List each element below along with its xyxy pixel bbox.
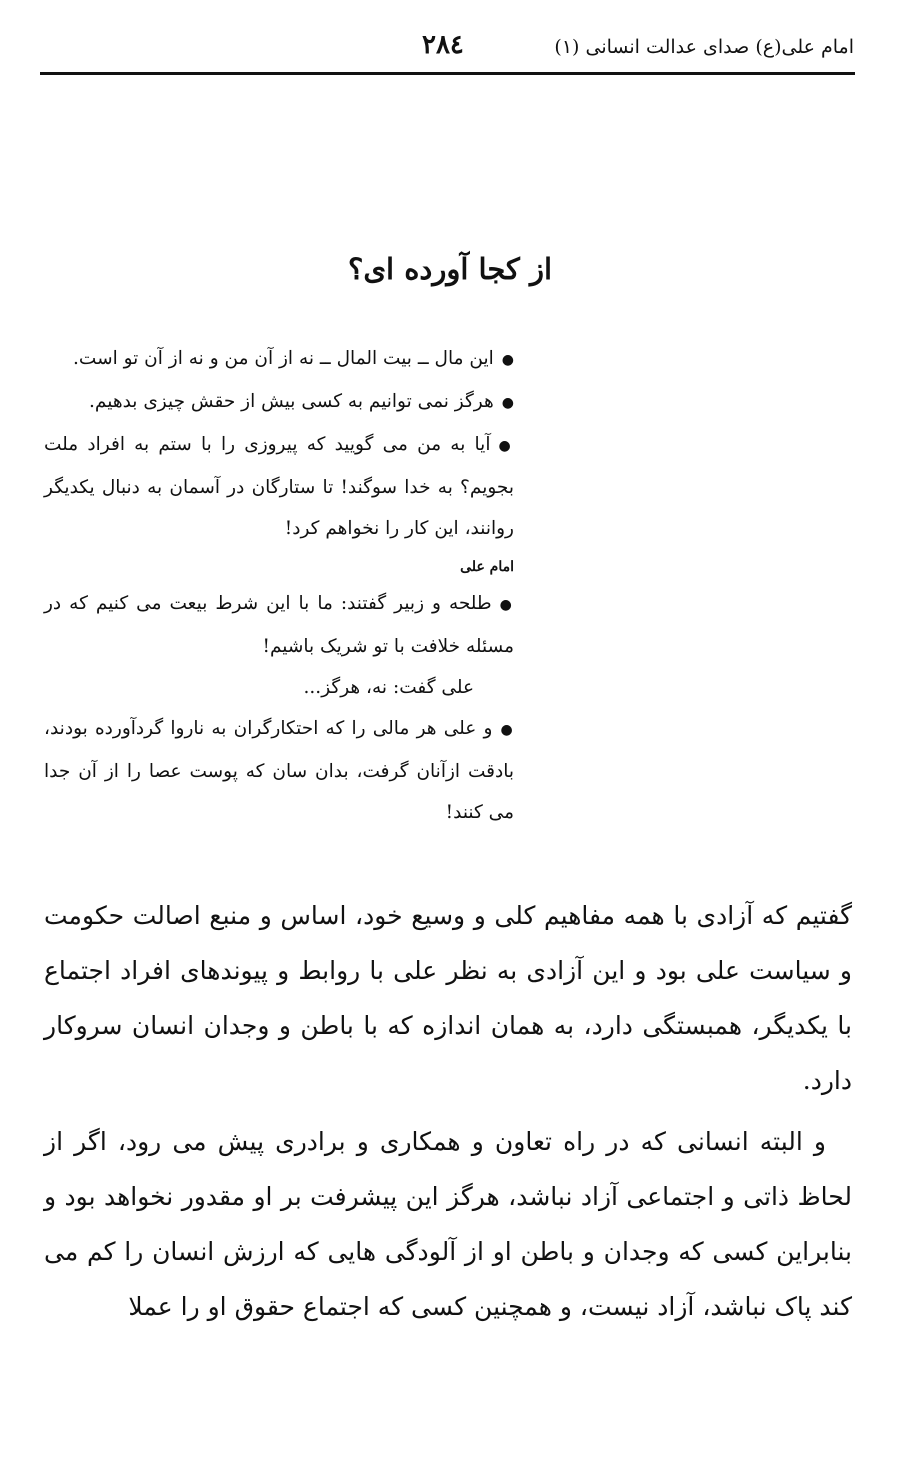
quote-text: هرگز نمی توانیم به کسی بیش از حقش چیزی بدهیم.	[89, 391, 494, 412]
quote-text: و علی هر مالی را که احتکارگران به ناروا گردآورده بودند، بادقت ازآنان گرفت، بدان سان که پوست عصا را از آن جدا می کنند!	[44, 718, 514, 823]
quote-item	[44, 338, 514, 381]
body-text	[44, 888, 852, 1334]
quote-reply: علی گفت: نه، هرگز...	[303, 677, 474, 698]
bullet-icon: ●	[501, 352, 514, 368]
bullet-icon: ●	[500, 722, 515, 738]
body-paragraph: و البته انسانی که در راه تعاون و همکاری و برادری پیش می رود، اگر از لحاظ ذاتی و اجتماعی آزاد نباشد، هرگز این پیشرفت بر او مقدور نخواهد بود و بنابراین کسی که وجدان و باطن او از آلودگی هایی که ارزش انسان را کم می کند پاک نباشد، آزاد نیست، و همچنین کسی که اجتماع حقوق او را عملا	[44, 1127, 852, 1321]
chapter-title: از کجا آورده ای؟	[347, 252, 553, 286]
quote-text: آیا به من می گویید که پیروزی را با ستم به افراد ملت بجویم؟ به خدا سوگند! تا ستارگان در آسمان به دنبال یکدیگر روانند، این کار را نخواهم کرد!	[44, 434, 514, 539]
page-number: ٢٨٤	[422, 30, 464, 60]
book-title: امام علی(ع) صدای عدالت انسانی (١)	[554, 36, 854, 58]
quote-item	[44, 381, 514, 424]
body-paragraph: گفتیم که آزادی با همه مفاهیم کلی و وسیع خود، اساس و منبع اصالت حکومت و سیاست علی بود و این آزادی به نظر علی با روابط و پیوندهای افراد اجتماع با یکدیگر، همبستگی دارد، به همان اندازه که با باطن و وجدان انسان سروکار دارد.	[44, 901, 852, 1095]
quote-text: این مال ــ بیت المال ــ نه از آن من و نه از آن تو است.	[73, 348, 494, 369]
quote-item	[44, 424, 514, 549]
quote-item	[44, 583, 514, 667]
quote-item	[44, 708, 514, 833]
quote-text: طلحه و زبیر گفتند: ما با این شرط بیعت می کنیم که در مسئله خلافت با تو شریک باشیم!	[44, 593, 514, 657]
quote-attribution: امام علی	[460, 559, 514, 575]
bullet-icon: ●	[498, 438, 515, 454]
bullet-icon: ●	[501, 395, 514, 411]
bullet-icon: ●	[499, 597, 514, 613]
running-header	[42, 30, 854, 70]
header-divider	[40, 72, 855, 75]
quote-block	[44, 338, 514, 833]
